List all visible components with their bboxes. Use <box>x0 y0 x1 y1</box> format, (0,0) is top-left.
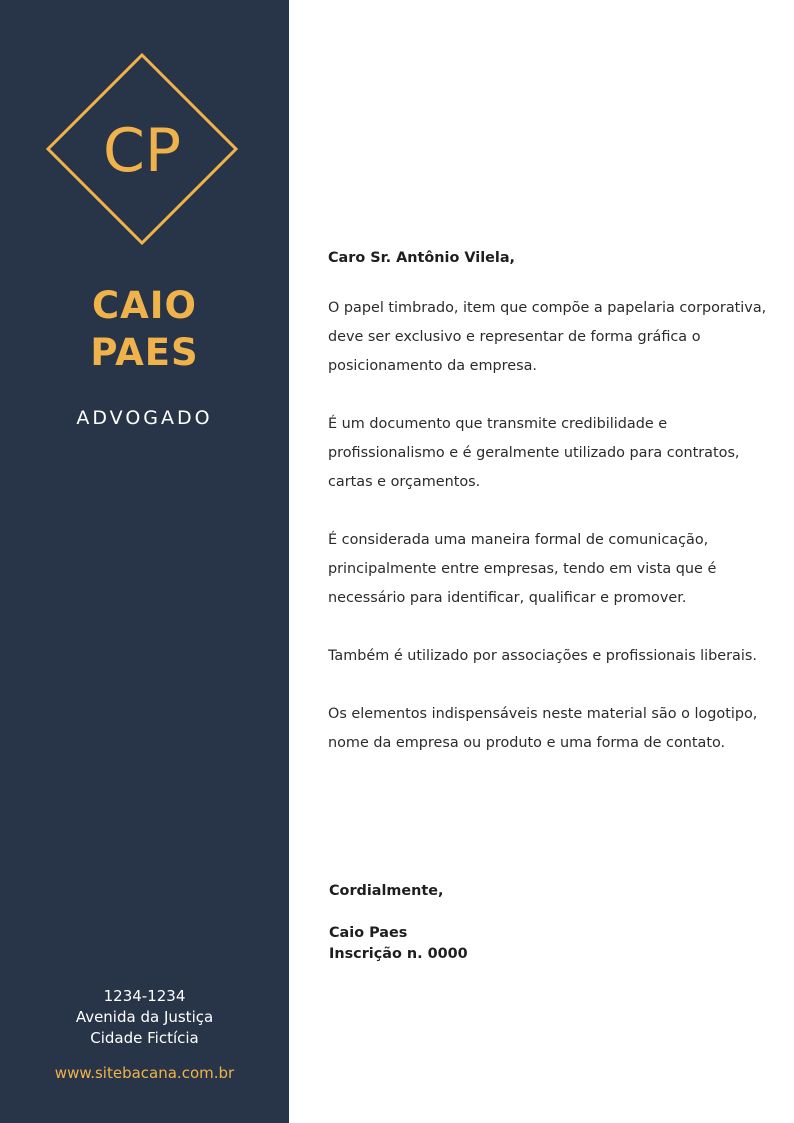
paragraph-3: É considerada uma maneira formal de comunicação, principalmente entre empresas, tendo em vista que é necessário para identificar, qualificar e promover. <box>328 532 717 606</box>
closing-phrase: Cordialmente, <box>329 883 444 899</box>
contact-block <box>0 986 289 1049</box>
paragraph-1: O papel timbrado, item que compõe a papelaria corporativa, deve ser exclusivo e representar de forma gráfica o posicionamento da empresa. <box>328 300 767 374</box>
logo <box>46 53 238 245</box>
sidebar <box>0 0 289 1123</box>
diamond-logo-icon <box>46 53 238 245</box>
street-address: Avenida da Justiça <box>75 1008 214 1026</box>
website-link[interactable]: www.sitebacana.com.br <box>54 1064 235 1082</box>
city: Cidade Fictícia <box>90 1029 199 1047</box>
name-last: PAES <box>90 331 199 374</box>
person-name <box>0 282 289 376</box>
paragraph-4: Também é utilizado por associações e profissionais liberais. <box>328 648 757 664</box>
letter-body <box>328 248 768 787</box>
closing-block <box>329 881 468 965</box>
signature-registration: Inscrição n. 0000 <box>329 946 468 962</box>
logo-monogram: CP <box>102 116 182 186</box>
signature-name: Caio Paes <box>329 925 408 941</box>
phone-number: 1234-1234 <box>103 987 186 1005</box>
paragraph-2: É um documento que transmite credibilidade e profissionalismo e é geralmente utilizado para contratos, cartas e orçamentos. <box>328 416 740 490</box>
paragraph-5: Os elementos indispensáveis neste material são o logotipo, nome da empresa ou produto e uma forma de contato. <box>328 706 758 751</box>
spacer <box>329 902 468 923</box>
name-first: CAIO <box>91 284 197 327</box>
profession-title: ADVOGADO <box>76 407 213 429</box>
salutation: Caro Sr. Antônio Vilela, <box>328 250 515 266</box>
